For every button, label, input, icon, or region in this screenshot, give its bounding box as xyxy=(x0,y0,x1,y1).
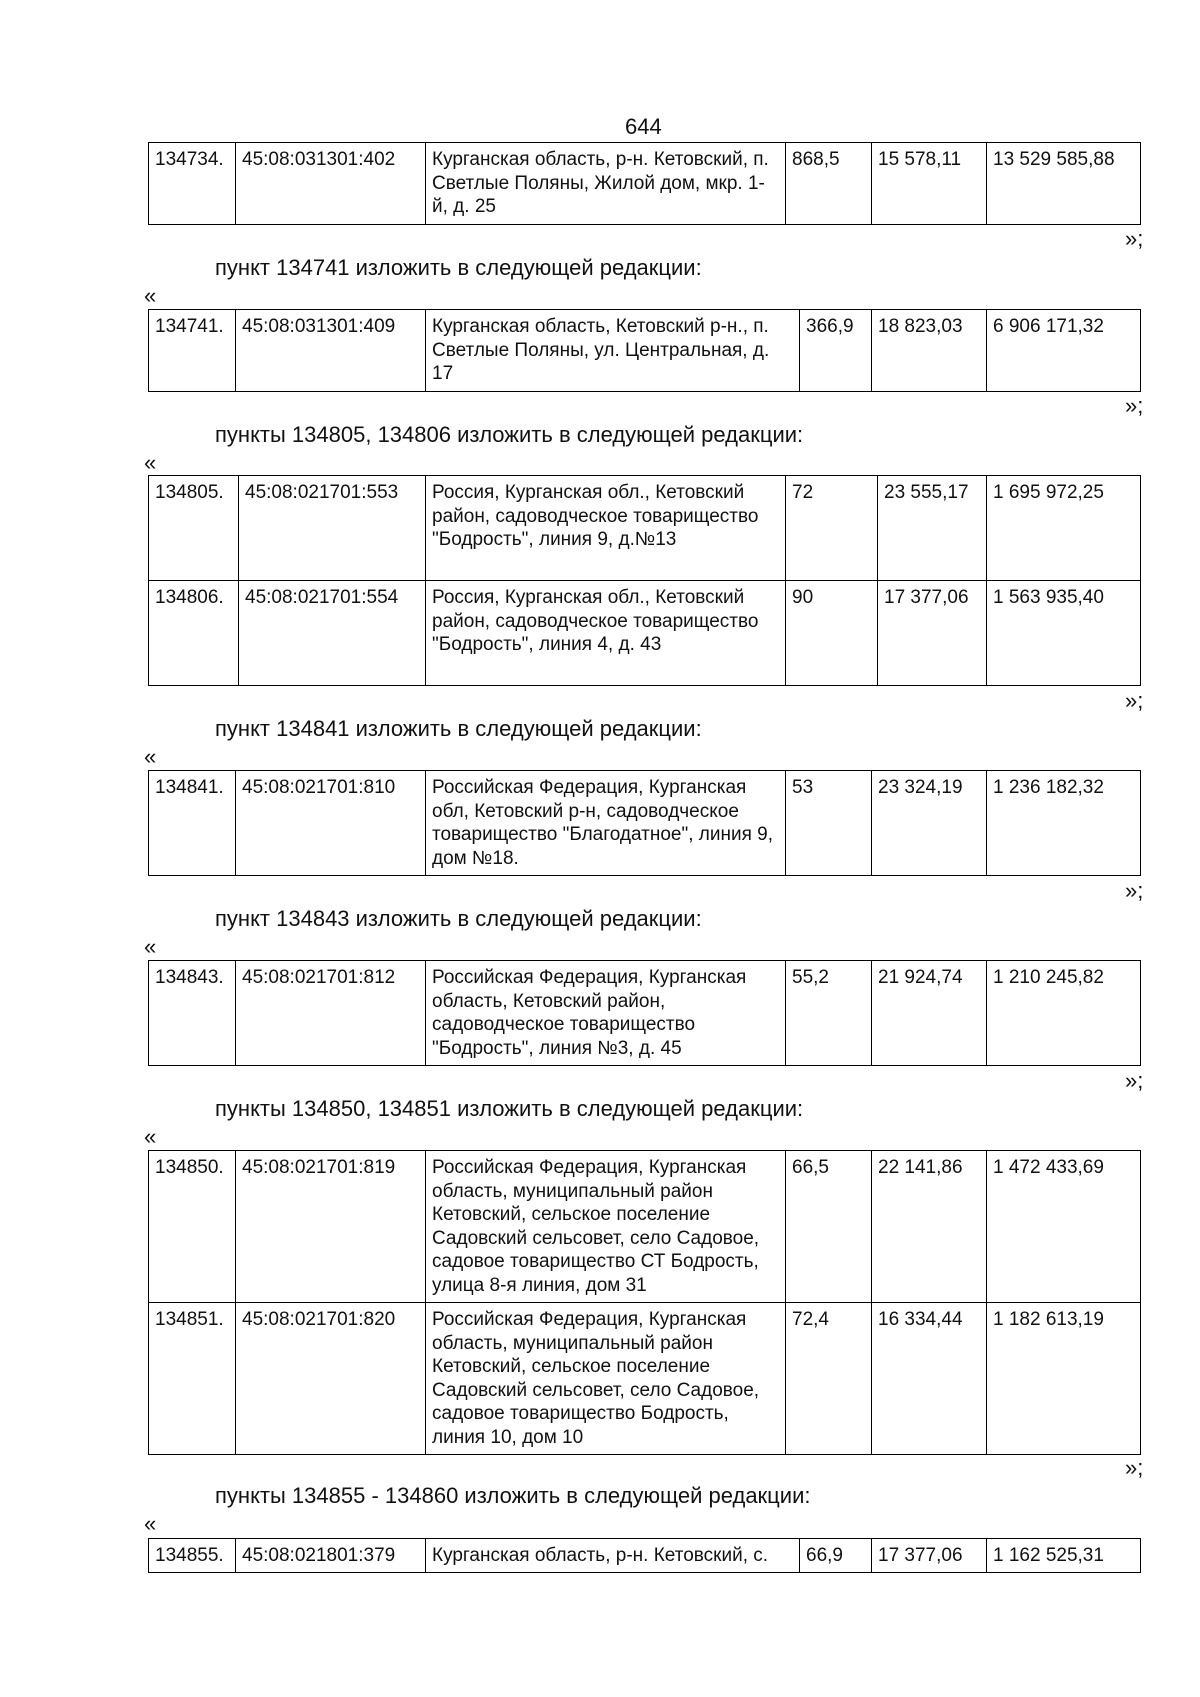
item-number: 134806. xyxy=(149,581,239,686)
table-row xyxy=(149,476,1141,581)
cadastral-number: 45:08:021701:554 xyxy=(239,581,426,686)
table-row xyxy=(149,310,1141,392)
cadastral-value: 1 182 613,19 xyxy=(987,1303,1141,1455)
cadastral-number: 45:08:021701:820 xyxy=(236,1303,426,1455)
unit-value: 21 924,74 xyxy=(872,961,987,1066)
cadastral-number: 45:08:021701:812 xyxy=(236,961,426,1066)
item-number: 134851. xyxy=(149,1303,236,1455)
cadastral-value: 1 162 525,31 xyxy=(987,1539,1141,1573)
open-quote: « xyxy=(144,1124,157,1149)
register-table xyxy=(148,770,1141,876)
close-quote: »; xyxy=(1125,1455,1144,1480)
register-table xyxy=(148,475,1141,686)
register-table xyxy=(148,960,1141,1066)
cadastral-value: 13 529 585,88 xyxy=(987,143,1141,225)
close-quote: »; xyxy=(1125,226,1144,251)
table-row xyxy=(149,771,1141,876)
address: Российская Федерация, Курганская область, муниципальный район Кетовский, сельское поселение Садовский сельсовет, село Садовое, садовое товарищество Бодрость, линия 10, дом 10 xyxy=(426,1303,786,1455)
area: 72 xyxy=(786,476,878,581)
cadastral-number: 45:08:031301:402 xyxy=(236,143,426,225)
table-row xyxy=(149,961,1141,1066)
area: 868,5 xyxy=(786,143,872,225)
item-number: 134741. xyxy=(149,310,236,392)
cadastral-value: 1 563 935,40 xyxy=(987,581,1141,686)
cadastral-number: 45:08:031301:409 xyxy=(236,310,426,392)
table-row xyxy=(149,143,1141,225)
unit-value: 15 578,11 xyxy=(872,143,987,225)
item-number: 134734. xyxy=(149,143,236,225)
cadastral-value: 1 236 182,32 xyxy=(987,771,1141,876)
instruction-text: пункт 134843 изложить в следующей редакции: xyxy=(215,906,702,931)
area: 90 xyxy=(786,581,878,686)
close-quote: »; xyxy=(1125,1068,1144,1093)
cadastral-number: 45:08:021801:379 xyxy=(236,1539,426,1573)
cadastral-value: 1 210 245,82 xyxy=(987,961,1141,1066)
open-quote: « xyxy=(144,283,157,308)
table-row xyxy=(149,1539,1141,1573)
open-quote: « xyxy=(144,1511,157,1536)
register-table xyxy=(148,1150,1141,1455)
instruction-text: пункт 134741 изложить в следующей редакции: xyxy=(215,255,702,280)
item-number: 134850. xyxy=(149,1151,236,1303)
cadastral-number: 45:08:021701:810 xyxy=(236,771,426,876)
area: 53 xyxy=(786,771,872,876)
close-quote: »; xyxy=(1125,688,1144,713)
instruction-text: пункт 134841 изложить в следующей редакции: xyxy=(215,716,702,741)
table-row xyxy=(149,581,1141,686)
item-number: 134841. xyxy=(149,771,236,876)
cadastral-value: 6 906 171,32 xyxy=(987,310,1141,392)
address: Курганская область, Кетовский р-н., п. Светлые Поляны, ул. Центральная, д. 17 xyxy=(426,310,800,392)
unit-value: 23 555,17 xyxy=(878,476,987,581)
unit-value: 22 141,86 xyxy=(872,1151,987,1303)
register-table xyxy=(148,309,1141,392)
unit-value: 17 377,06 xyxy=(872,1539,987,1573)
address: Курганская область, р-н. Кетовский, п. Светлые Поляны, Жилой дом, мкр. 1-й, д. 25 xyxy=(426,143,786,225)
area: 66,5 xyxy=(786,1151,872,1303)
unit-value: 18 823,03 xyxy=(872,310,987,392)
register-table xyxy=(148,142,1141,225)
area: 66,9 xyxy=(800,1539,872,1573)
instruction-text: пункты 134805, 134806 изложить в следующей редакции: xyxy=(215,422,804,447)
table-row xyxy=(149,1151,1141,1303)
instruction-text: пункты 134850, 134851 изложить в следующей редакции: xyxy=(215,1096,804,1121)
instruction-text: пункты 134855 - 134860 изложить в следующей редакции: xyxy=(215,1483,811,1508)
address: Россия, Курганская обл., Кетовский район, садоводческое товарищество "Бодрость", линия 9, д.№13 xyxy=(426,476,786,581)
area: 72,4 xyxy=(786,1303,872,1455)
address: Российская Федерация, Курганская обл, Кетовский р-н, садоводческое товарищество "Благодатное", линия 9, дом №18. xyxy=(426,771,786,876)
address: Россия, Курганская обл., Кетовский район, садоводческое товарищество "Бодрость", линия 4, д. 43 xyxy=(426,581,786,686)
page-number: 644 xyxy=(625,114,662,139)
close-quote: »; xyxy=(1125,878,1144,903)
close-quote: »; xyxy=(1125,393,1144,418)
area: 55,2 xyxy=(786,961,872,1066)
cadastral-value: 1 695 972,25 xyxy=(987,476,1141,581)
unit-value: 23 324,19 xyxy=(872,771,987,876)
address: Российская Федерация, Курганская область, Кетовский район, садоводческое товарищество "Бодрость", линия №3, д. 45 xyxy=(426,961,786,1066)
item-number: 134805. xyxy=(149,476,239,581)
cadastral-value: 1 472 433,69 xyxy=(987,1151,1141,1303)
address: Российская Федерация, Курганская область, муниципальный район Кетовский, сельское поселение Садовский сельсовет, село Садовое, садовое товарищество СТ Бодрость, улица 8-я линия, дом 31 xyxy=(426,1151,786,1303)
register-table xyxy=(148,1538,1141,1573)
cadastral-number: 45:08:021701:819 xyxy=(236,1151,426,1303)
area: 366,9 xyxy=(800,310,872,392)
open-quote: « xyxy=(144,744,157,769)
unit-value: 16 334,44 xyxy=(872,1303,987,1455)
open-quote: « xyxy=(144,450,157,475)
table-row xyxy=(149,1303,1141,1455)
item-number: 134843. xyxy=(149,961,236,1066)
cadastral-number: 45:08:021701:553 xyxy=(239,476,426,581)
address: Курганская область, р-н. Кетовский, с. xyxy=(426,1539,800,1573)
item-number: 134855. xyxy=(149,1539,236,1573)
unit-value: 17 377,06 xyxy=(878,581,987,686)
open-quote: « xyxy=(144,934,157,959)
